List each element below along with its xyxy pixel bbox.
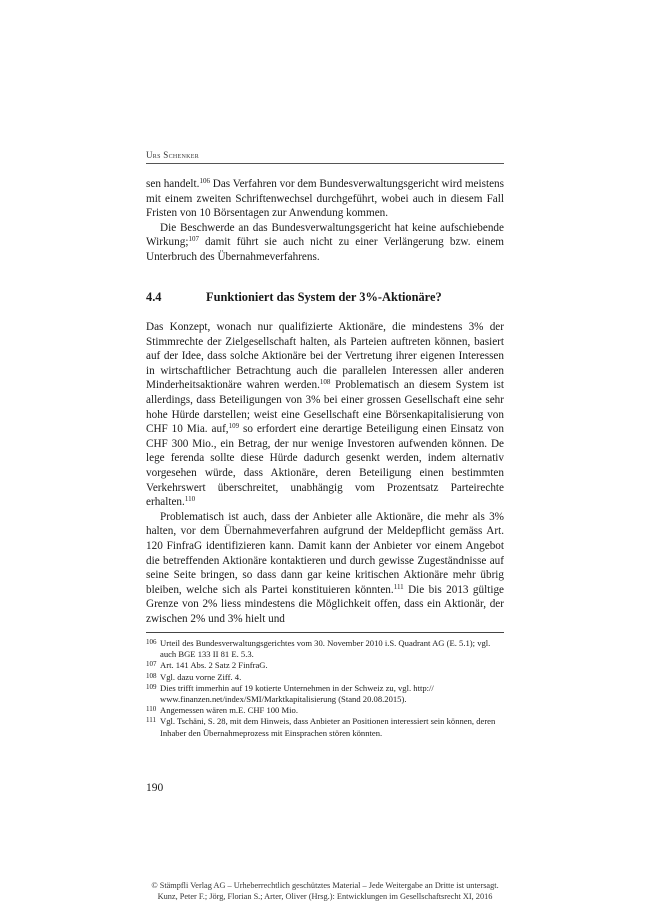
- paragraph: [146, 510, 504, 627]
- footnote-text: Vgl. dazu vorne Ziff. 4.: [160, 671, 242, 682]
- footnote-marker: 107: [188, 235, 199, 244]
- footnote-marker: 109: [228, 422, 240, 431]
- section-number: 4.4: [146, 290, 162, 304]
- footnote: [146, 672, 504, 683]
- footnote-number: 107: [146, 660, 157, 669]
- footnote: [146, 705, 504, 716]
- text-run: Das Verfahren vor dem Bundesverwaltungsgericht wird meistens mit einem zweiten Schriftenwechsel durchgeführt, wobei auch in diesem Fall Fristen von 10 Börsentagen zur Anwendung kommen.: [146, 178, 505, 220]
- footnote-marker: 110: [184, 495, 196, 504]
- footnote-number: 109: [146, 682, 157, 691]
- footnote-number: 110: [146, 705, 157, 714]
- footnote-marker: 108: [319, 378, 331, 387]
- copyright-notice: [0, 880, 650, 902]
- footnote-marker: 111: [393, 582, 404, 591]
- footnote: [146, 660, 504, 671]
- footnote-text: Urteil des Bundesverwaltungsgerichtes vom 30. November 2010 i.S. Quadrant AG (E. 5.1); vgl. auch BGE 133 II 81 E. 5.3.: [160, 638, 491, 660]
- paragraph: [146, 221, 504, 265]
- footnote-number: 106: [146, 638, 157, 646]
- footnote: [146, 638, 504, 660]
- paragraph: [146, 320, 504, 510]
- footnote-number: 111: [146, 716, 156, 725]
- paragraph: [146, 177, 504, 221]
- header-author: Urs Schenker: [146, 150, 200, 160]
- footnote-text: Art. 141 Abs. 2 Satz 2 FinfraG.: [160, 660, 268, 671]
- footnote-text: Vgl. Tschäni, S. 28, mit dem Hinweis, dass Anbieter an Positionen interessiert sein können, deren Inhaber den Übernahmeprozess mit Einsprachen stören könnten.: [160, 716, 496, 738]
- footnote: [146, 716, 504, 738]
- copyright-line: © Stämpfli Verlag AG – Urheberrechtlich geschütztes Material – Jede Weitergabe an Dritte ist untersagt.: [151, 881, 499, 890]
- running-header: [146, 150, 504, 164]
- footnote-marker: 106: [199, 177, 210, 185]
- footnote-divider: [146, 632, 504, 633]
- footnote-text: Angemessen wären m.E. CHF 100 Mio.: [160, 705, 298, 716]
- main-text-block: [146, 320, 504, 626]
- footnote-text: Dies trifft immerhin auf 19 kotierte Unternehmen in der Schweiz zu, vgl. http:// www.finanzen.net/index/SMI/Marktkapitalisierung (Stand 20.08.2015).: [160, 682, 434, 705]
- footnote-number: 108: [146, 671, 157, 680]
- text-run: Problematisch ist auch, dass der Anbieter alle Aktionäre, die mehr als 3% halten, vor dem Übernahmeverfahren aufgrund der Meldepflicht gemäss Art. 120 FinfraG identifizieren kann. Damit kann der Anbieter vor einem Angebot die betreffenden Aktionäre kontaktieren und durch gewisse Zugeständnisse auf seine Seite bringen, so dass dann gar keine kritischen Aktionäre mehr übrig bleiben, welche sich als Partei konstituieren könnten.: [146, 510, 504, 596]
- page-number: 190: [146, 782, 164, 794]
- footnote: [146, 683, 504, 705]
- text-run: damit führt sie auch nicht zu einer Verlängerung bzw. einem Unterbruch des Übernahmeverfahrens.: [146, 236, 504, 263]
- text-run: so erfordert eine derartige Beteiligung einen Einsatz von CHF 300 Mio., ein Betrag, der nur wenige Investoren aufwenden können. De lege ferenda sollte diese Hürde dadurch gesenkt werden, indem alternativ vorgesehen würde, dass Aktionäre, deren Beteiligung einen bestimmten Verkehrswert überschreitet, unabhängig vom Prozentsatz Parteirechte erhalten.: [146, 423, 504, 509]
- section-heading: [146, 290, 504, 305]
- text-run: Die Beschwerde an das Bundesverwaltungsgericht hat keine aufschiebende Wirkung;: [146, 221, 504, 249]
- section-title: Funktioniert das System der 3%-Aktionäre?: [206, 290, 442, 304]
- text-run: Die bis 2013 gültige Grenze von 2% liess mindestens die Möglichkeit offen, dass ein Aktionär, der zwischen 2% und 3% hielt und: [146, 583, 505, 625]
- text-run: Problematisch an diesem System ist allerdings, dass Beteiligungen von 3% bei einer grossen Gesellschaft eine sehr hohe Hürde darstellen; weist eine Gesellschaft eine Börsenkapitalisierung von CHF 10 Mia. auf,: [146, 379, 504, 436]
- citation-line: Kunz, Peter F.; Jörg, Florian S.; Arter, Oliver (Hrsg.): Entwicklungen im Gesellschaftsrecht XI, 2016: [157, 892, 493, 901]
- footnotes: [146, 638, 504, 739]
- text-run: Das Konzept, wonach nur qualifizierte Aktionäre, die mindestens 3% der Stimmrechte der Zielgesellschaft halten, als Parteien auftreten können, basiert auf der Idee, dass solche Aktionäre bei der Vertretung ihrer eigenen Interessen in wirtschaftlicher Betrachtung auch die parallelen Interessen aller anderen Minderheitsaktionäre wahren werden.: [146, 321, 504, 392]
- top-text-block: [146, 177, 504, 265]
- text-run: sen handelt.: [146, 178, 200, 190]
